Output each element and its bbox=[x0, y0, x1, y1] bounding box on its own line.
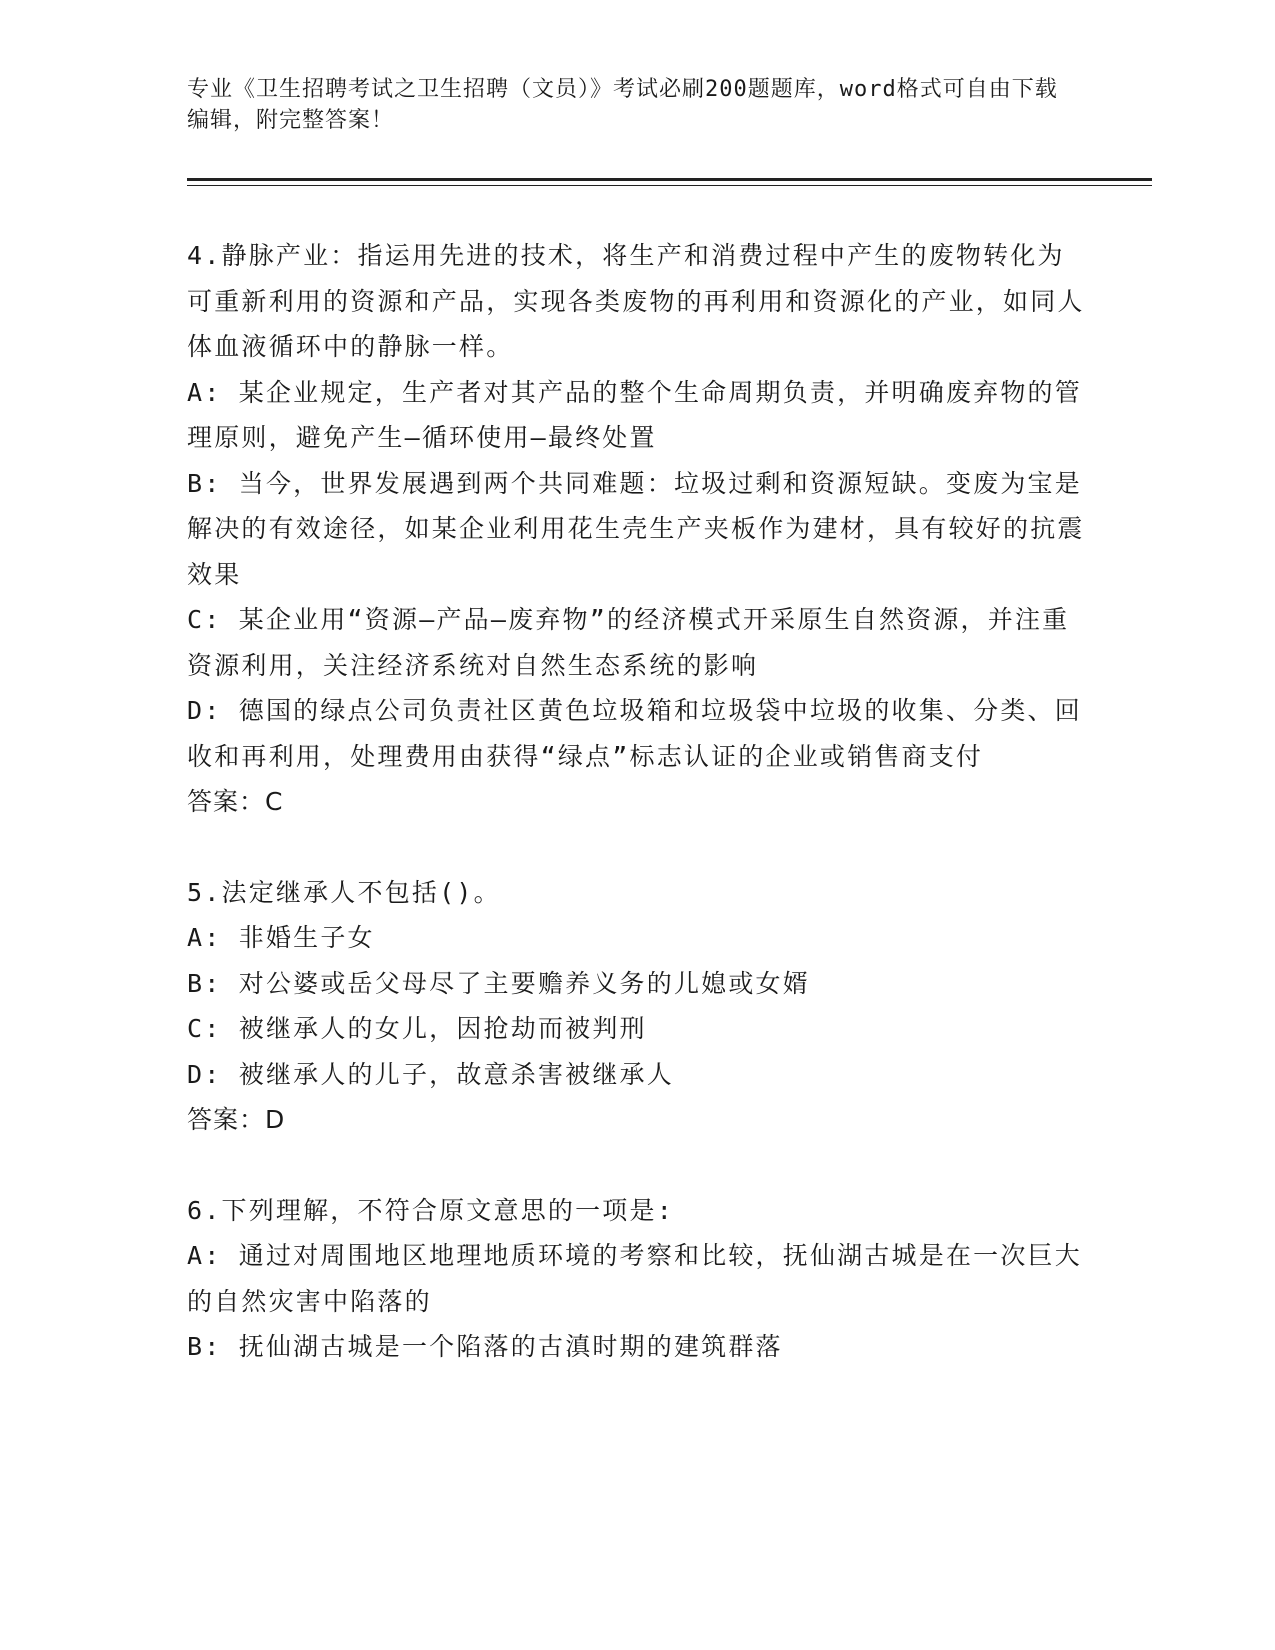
question-spacer bbox=[187, 1143, 1087, 1188]
question-text: 5.法定继承人不包括()。 bbox=[187, 877, 501, 907]
option-b: B: 当今，世界发展遇到两个共同难题：垃圾过剩和资源短缺。变废为宝是解决的有效途径，如某企业利用花生壳生产夹板作为建材，具有较好的抗震效果 bbox=[187, 468, 1085, 589]
option-a: A: 某企业规定，生产者对其产品的整个生命周期负责，并明确废弃物的管理原则，避免产生—循环使用—最终处置 bbox=[187, 377, 1082, 452]
answer-text: 答案：C bbox=[187, 787, 284, 816]
question-6 bbox=[187, 1188, 1087, 1370]
header-title: 专业《卫生招聘考试之卫生招聘（文员）》考试必刷200题题库，word格式可自由下载编辑，附完整答案！ bbox=[187, 77, 1058, 133]
option-c: C: 某企业用“资源—产品—废弃物”的经济模式开采原生自然资源，并注重资源利用，关注经济系统对自然生态系统的影响 bbox=[187, 605, 1070, 680]
header-divider-thick bbox=[187, 178, 1152, 181]
option-d: D: 被继承人的儿子，故意杀害被继承人 bbox=[187, 1059, 674, 1089]
question-text: 4.静脉产业：指运用先进的技术，将生产和消费过程中产生的废物转化为可重新利用的资源和产品，实现各类废物的再利用和资源化的产业，如同人体血液循环中的静脉一样。 bbox=[187, 241, 1085, 361]
question-5 bbox=[187, 870, 1087, 1143]
answer-text: 答案：D bbox=[187, 1105, 286, 1134]
option-b: B: 抚仙湖古城是一个陷落的古滇时期的建筑群落 bbox=[187, 1332, 783, 1361]
question-spacer bbox=[187, 825, 1087, 870]
option-a: A: 通过对周围地区地理地质环境的考察和比较，抚仙湖古城是在一次巨大的自然灾害中陷落的 bbox=[187, 1241, 1082, 1316]
question-list bbox=[187, 233, 1087, 1370]
question-4 bbox=[187, 233, 1087, 825]
option-d: D: 德国的绿点公司负责社区黄色垃圾箱和垃圾袋中垃圾的收集、分类、回收和再利用，处理费用由获得“绿点”标志认证的企业或销售商支付 bbox=[187, 696, 1082, 771]
option-c: C: 被继承人的女儿，因抢劫而被判刑 bbox=[187, 1014, 647, 1043]
document-header bbox=[187, 74, 1067, 136]
option-b: B: 对公婆或岳父母尽了主要赡养义务的儿媳或女婿 bbox=[187, 968, 810, 998]
question-text: 6.下列理解，不符合原文意思的一项是: bbox=[187, 1195, 674, 1225]
header-divider-thin bbox=[187, 185, 1152, 186]
option-a: A: 非婚生子女 bbox=[187, 923, 375, 952]
